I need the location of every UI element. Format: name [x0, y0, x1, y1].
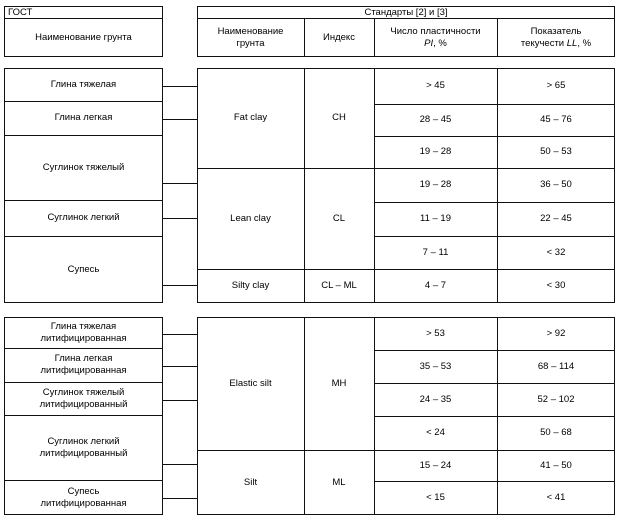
column-header-plasticity — [374, 19, 497, 57]
liquidity-header-line2 — [521, 38, 591, 50]
s1-pi-value: 19 – 28 — [419, 179, 452, 190]
s2-group-name: Elastic silt — [229, 377, 272, 389]
s2-connector — [163, 400, 197, 401]
s1-pi-value: 11 – 19 — [420, 213, 451, 224]
s2-gost-name: Глина тяжелая литифицированная — [40, 320, 127, 344]
s1-connector — [163, 86, 197, 87]
liquidity-header-line1: Показатель — [530, 26, 582, 37]
s2-ll-value: 52 – 102 — [537, 393, 575, 405]
plasticity-header-line2 — [424, 38, 447, 50]
s2-connector — [163, 464, 197, 465]
s2-gost-name: Глина легкая литифицированная — [40, 353, 127, 376]
liquidity-unit: , % — [577, 38, 592, 49]
s2-group-index: MH — [331, 377, 347, 389]
plasticity-symbol: PI — [424, 38, 434, 49]
s1-pi-value: 28 – 45 — [419, 114, 452, 125]
s2-connector — [163, 366, 197, 367]
s1-pi-value: 4 – 7 — [424, 280, 447, 291]
column-header-name: Наименование грунта — [217, 26, 284, 49]
s1-pi-value: > 45 — [426, 80, 445, 91]
s1-connector — [163, 119, 197, 120]
s2-gost-name: Супесь литифицированная — [40, 485, 127, 509]
s2-gost-name: Суглинок тяжелый литифицированный — [39, 386, 128, 410]
s2-connector — [163, 334, 197, 335]
gost-header-title: ГОСТ — [8, 6, 33, 18]
s2-ll-value: 41 – 50 — [540, 459, 572, 471]
s2-pi-value: < 24 — [426, 427, 445, 438]
s1-pi-value: 19 – 28 — [419, 146, 452, 157]
s1-gost-name: Супесь — [67, 263, 100, 275]
column-header-liquidity — [497, 19, 615, 57]
plasticity-header-line1: Число пластичности — [390, 26, 481, 37]
s1-ll-value: > 65 — [546, 80, 566, 91]
s1-group-index: CL – ML — [321, 280, 357, 291]
gost-header-subtitle: Наименование грунта — [35, 32, 132, 43]
s1-ll-value: 36 – 50 — [540, 179, 572, 190]
s2-ll-value: < 41 — [546, 492, 566, 503]
s2-group-index: ML — [332, 476, 346, 488]
s1-connector — [163, 183, 197, 184]
s2-connector — [163, 498, 197, 499]
s1-group-index: CL — [332, 212, 346, 224]
s1-gost-name: Суглинок тяжелый — [42, 161, 125, 173]
s2-pi-value: 35 – 53 — [419, 360, 452, 372]
liquidity-symbol: LL — [566, 38, 578, 49]
s1-ll-value: < 32 — [546, 246, 566, 258]
s2-pi-value: > 53 — [426, 327, 445, 339]
s1-gost-name: Глина тяжелая — [50, 78, 117, 90]
plasticity-unit: , % — [433, 38, 447, 49]
s1-ll-value: 45 – 76 — [540, 114, 572, 125]
s1-ll-value: < 30 — [546, 280, 566, 291]
s1-gost-name: Глина легкая — [54, 112, 113, 123]
s2-group-name: Silt — [243, 476, 258, 488]
liquidity-prefix: текучести — [520, 38, 567, 49]
s1-group-index: CH — [332, 112, 346, 123]
s1-ll-value: 22 – 45 — [540, 213, 572, 224]
s1-connector — [163, 285, 197, 286]
s1-gost-name: Суглинок легкий — [47, 212, 120, 223]
s2-pi-value: < 15 — [426, 492, 445, 503]
s2-pi-value: 24 – 35 — [419, 393, 452, 405]
column-header-index: Индекс — [323, 32, 355, 43]
s2-ll-value: 50 – 68 — [540, 427, 572, 438]
s1-group-name: Lean clay — [230, 212, 271, 224]
s1-ll-value: 50 – 53 — [540, 146, 572, 157]
s2-pi-value: 15 – 24 — [419, 459, 452, 471]
s2-gost-name: Суглинок легкий литифицированный — [39, 435, 128, 459]
s1-connector — [163, 218, 197, 219]
s2-ll-value: 68 – 114 — [537, 360, 575, 372]
s1-group-name: Silty clay — [231, 280, 270, 291]
s2-ll-value: > 92 — [546, 327, 566, 339]
standards-header-title: Стандарты [2] и [3] — [364, 6, 448, 18]
s1-pi-value: 7 – 11 — [422, 246, 449, 258]
s1-group-name: Fat clay — [233, 112, 268, 123]
